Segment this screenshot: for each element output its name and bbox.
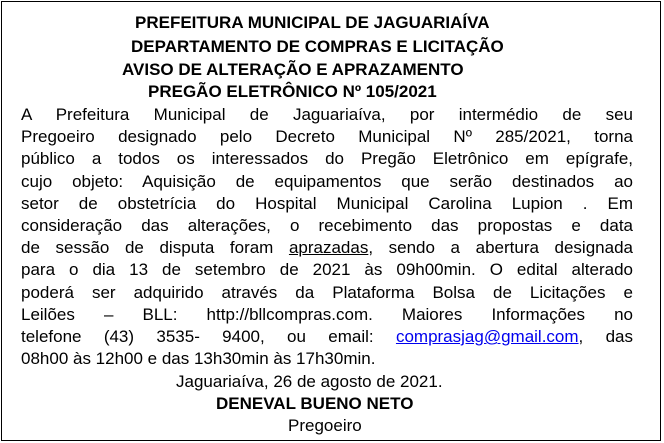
heading-departamento: DEPARTAMENTO DE COMPRAS E LICITAÇÃO: [131, 37, 504, 56]
heading-aviso: AVISO DE ALTERAÇÃO E APRAZAMENTO: [122, 60, 464, 79]
body-line-5: setor de obstetrícia do Hospital Municipal Carolina Lupion . Em: [21, 193, 633, 213]
notice-body: [21, 104, 633, 370]
heading-prefeitura: PREFEITURA MUNICIPAL DE JAGUARIAÍVA: [135, 13, 490, 32]
body-line-12: 08h00 às 12h00 e das 13h30min às 17h30min.: [21, 349, 376, 369]
body-line-10: Leilões – BLL: http://bllcompras.com. Maiores Informações no: [21, 304, 633, 324]
body-line-11: [21, 326, 633, 348]
aprazadas-text: aprazadas: [288, 238, 369, 258]
body-line-11-end: , das: [578, 327, 634, 347]
body-line-9: poderá ser adquirido através da Plataforma Bolsa de Licitações e: [21, 282, 633, 302]
body-line-7-end: , sendo a abertura designada: [368, 238, 633, 258]
body-line-7-start: de sessão de disputa foram: [21, 238, 289, 258]
heading-pregao: PREGÃO ELETRÔNICO Nº 105/2021: [148, 82, 437, 101]
signer-name: DENEVAL BUENO NETO: [216, 394, 414, 413]
body-line-1: A Prefeitura Municipal de Jaguariaíva, por intermédio de seu: [21, 105, 633, 124]
email-link[interactable]: comprasjag@gmail.com: [395, 327, 579, 347]
body-line-8: para o dia 13 de setembro de 2021 às 09h00min. O edital alterado: [21, 260, 633, 280]
body-line-7: [21, 237, 633, 259]
body-line-6: consideração das alterações, o recebimento das propostas e data: [21, 216, 633, 236]
notice-date: Jaguariaíva, 26 de agosto de 2021.: [176, 372, 443, 391]
official-notice: [1, 1, 661, 441]
signer-role: Pregoeiro: [288, 416, 362, 435]
body-line-2: Pregoeiro designado pelo Decreto Municipal Nº 285/2021, torna: [21, 127, 633, 147]
body-line-3: público a todos os interessados do Pregão Eletrônico em epígrafe,: [21, 149, 633, 169]
body-line-11-start: telefone (43) 3535- 9400, ou email:: [21, 327, 396, 347]
body-line-4: cujo objeto: Aquisição de equipamentos que serão destinados ao: [21, 171, 633, 191]
